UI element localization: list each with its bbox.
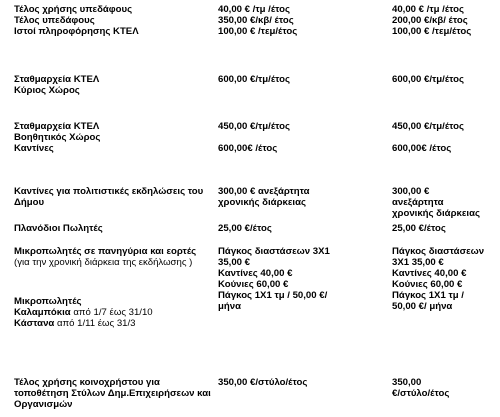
fee-value-col3: Πάγκος διαστάσεων 3Χ1 35,00 € Καντίνες 40,00 € Κούνιες 60,00 € Πάγκος 1Χ1 τμ / 50,00 €/ μήνα bbox=[392, 246, 485, 312]
fee-value-col3: 40,00 € /τμ /έτος 200,00 €/κβ/ έτος 100,00 € /τεμ/έτος bbox=[392, 4, 472, 37]
fee-value-col3: 350,00 €/στύλο/έτος bbox=[392, 377, 450, 399]
fee-label: Σταθμαρχεία ΚΤΕΛ Βοηθητικός Χώρος Καντίνες bbox=[14, 121, 101, 154]
fee-label: Μικροπωλητές σε πανηγύρια και εορτές (για την χρονική διάρκεια της εκδήλωσης ) bbox=[14, 246, 197, 268]
fee-label: Πλανόδιοι Πωλητές bbox=[14, 223, 103, 234]
fee-label-note: (για την χρονική διάρκεια της εκδήλωσης ) bbox=[14, 257, 193, 268]
fee-value-col2: Πάγκος διαστάσεων 3Χ1 35,00 € Καντίνες 40,00 € Κούνιες 60,00 € Πάγκος 1Χ1 τμ / 50,00 €/ μήνα bbox=[218, 246, 330, 312]
fee-value-col3: 25,00 €/έτος bbox=[392, 223, 446, 234]
fee-value-col2: 40,00 € /τμ /έτος 350,00 €/κβ/ έτος 100,00 € /τεμ/έτος bbox=[218, 4, 298, 37]
fee-label: Τέλος χρήσης κοινοχρήστου για τοποθέτηση Στύλων Δημ.Επιχειρήσεων και Οργανισμών bbox=[14, 377, 211, 410]
fee-value-col2: 450,00 €/τμ/έτος 600,00€ /έτος bbox=[218, 121, 291, 154]
fee-value-col2: 350,00 €/στύλο/έτος bbox=[218, 377, 308, 388]
fee-value-col3: 300,00 € ανεξάρτητα χρονικής διάρκειας bbox=[392, 186, 480, 219]
fee-label: Καντίνες για πολιτιστικές εκδηλώσεις του Δήμου bbox=[14, 186, 204, 208]
fee-value-col2: 25,00 €/έτος bbox=[218, 223, 272, 234]
fee-label: Τέλος χρήσης υπεδάφους Τέλος υπεδάφους Ιστοί πληροφόρησης ΚΤΕΛ bbox=[14, 4, 139, 37]
fee-label: Σταθμαρχεία ΚΤΕΛ Κύριος Χώρος bbox=[14, 74, 100, 96]
fee-value-col3: 450,00 €/τμ/έτος 600,00€ /έτος bbox=[392, 121, 465, 154]
fee-label-item: Κάστανα από 1/11 έως 31/3 bbox=[14, 318, 136, 329]
fee-label-item: Καλαμπόκια από 1/7 έως 31/10 bbox=[14, 307, 153, 318]
fee-label: Μικροπωλητές Καλαμπόκια από 1/7 έως 31/10 Κάστανα από 1/11 έως 31/3 bbox=[14, 296, 153, 329]
fee-value-col2: 600,00 €/τμ/έτος bbox=[218, 74, 291, 85]
fee-value-col3: 600,00 €/τμ/έτος bbox=[392, 74, 465, 85]
fee-value-col2: 300,00 € ανεξάρτητα χρονικής διάρκειας bbox=[218, 186, 310, 208]
